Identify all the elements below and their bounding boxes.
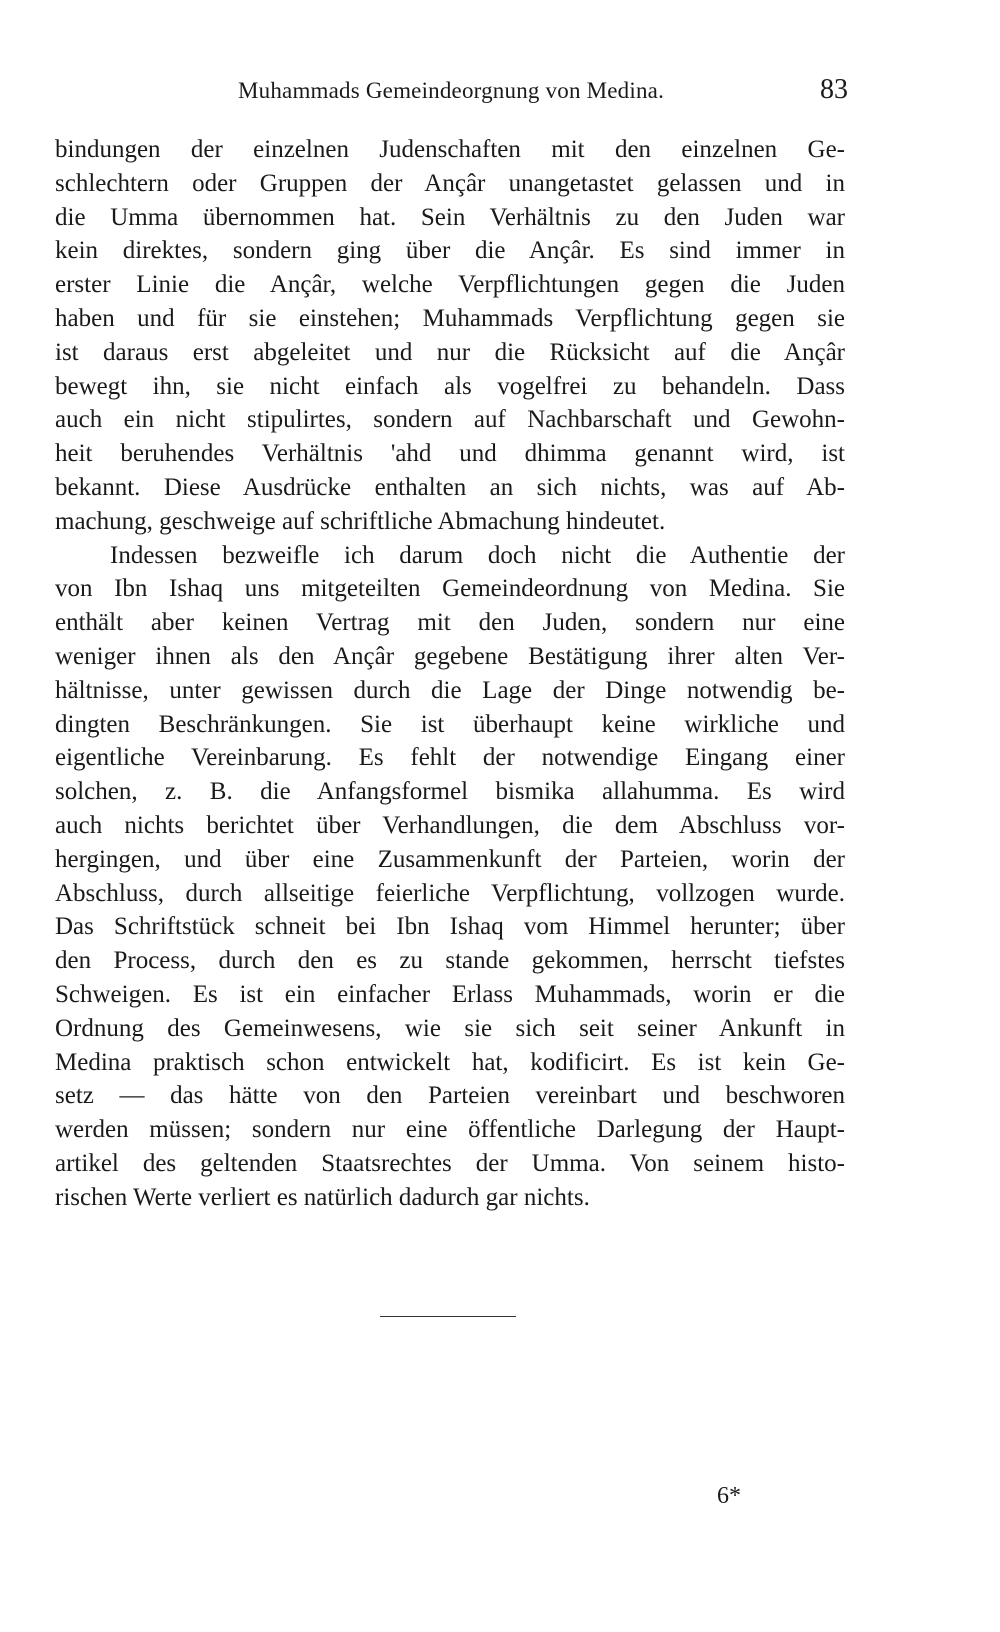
text-line: enthält aber keinen Vertrag mit den Juden, sondern nur eine [55,609,845,637]
footer-rule [380,1316,516,1317]
paragraph-1 [55,133,845,539]
text-line: bewegt ihn, sie nicht einfach als vogelfrei zu behandeln. Dass [55,372,845,400]
signature-mark: 6* [717,1483,741,1509]
body-text [55,133,845,1215]
text-line: Das Schriftstück schneit bei Ibn Ishaq vom Himmel herunter; über [55,913,845,941]
text-line: eigentliche Vereinbarung. Es fehlt der notwendige Eingang einer [55,744,845,772]
page-header [0,74,1000,114]
text-line: hältnisse, unter gewissen durch die Lage der Dinge notwendig be- [55,676,845,704]
text-line: bindungen der einzelnen Judenschaften mit den einzelnen Ge- [55,136,845,163]
text-line: die Umma übernommen hat. Sein Verhältnis zu den Juden war [55,203,845,231]
text-line: rischen Werte verliert es natürlich dadurch gar nichts. [55,1183,590,1211]
text-line: auch nichts berichtet über Verhandlungen, die dem Abschluss vor- [55,811,845,839]
text-line: von Ibn Ishaq uns mitgeteilten Gemeindeordnung von Medina. Sie [55,575,845,603]
paragraph-2 [55,539,845,1215]
page-number: 83 [820,74,848,105]
text-line: artikel des geltenden Staatsrechtes der Umma. Von seinem histo- [55,1149,845,1177]
text-line: auch ein nicht stipulirtes, sondern auf Nachbarschaft und Gewohn- [55,406,845,434]
text-line: den Process, durch den es zu stande gekommen, herrscht tiefstes [55,947,845,975]
text-line: solchen, z. B. die Anfangsformel bismika allahumma. Es wird [55,778,845,806]
text-line: heit beruhendes Verhältnis 'ahd und dhimma genannt wird, ist [55,440,845,468]
text-line: dingten Beschränkungen. Sie ist überhaupt keine wirkliche und [55,710,845,738]
text-line: setz — das hätte von den Parteien vereinbart und beschworen [55,1082,845,1110]
text-line: kein direktes, sondern ging über die Ançâr. Es sind immer in [55,237,845,265]
text-line: bekannt. Diese Ausdrücke enthalten an sich nichts, was auf Ab- [55,473,845,501]
text-line: Schweigen. Es ist ein einfacher Erlass Muhammads, worin er die [55,980,845,1008]
text-line: haben und für sie einstehen; Muhammads Verpflichtung gegen sie [55,304,845,332]
text-line: erster Linie die Ançâr, welche Verpflichtungen gegen die Juden [55,271,845,299]
text-line: Abschluss, durch allseitige feierliche Verpflichtung, vollzogen wurde. [55,879,845,907]
running-title: Muhammads Gemeindeorgnung von Medina. [238,78,665,103]
text-line: Indessen bezweifle ich darum doch nicht die Authentie der [110,541,845,569]
text-line: Ordnung des Gemeinwesens, wie sie sich seit seiner Ankunft in [55,1014,845,1042]
text-line: werden müssen; sondern nur eine öffentliche Darlegung der Haupt- [55,1116,845,1144]
text-line: ist daraus erst abgeleitet und nur die Rücksicht auf die Ançâr [55,338,845,366]
text-line: weniger ihnen als den Ançâr gegebene Bestätigung ihrer alten Ver- [55,642,845,670]
text-line: Medina praktisch schon entwickelt hat, kodificirt. Es ist kein Ge- [55,1048,845,1076]
text-line: hergingen, und über eine Zusammenkunft der Parteien, worin der [55,845,845,873]
text-line: machung, geschweige auf schriftliche Abmachung hindeutet. [55,507,666,535]
text-line: schlechtern oder Gruppen der Ançâr unangetastet gelassen und in [55,169,845,197]
